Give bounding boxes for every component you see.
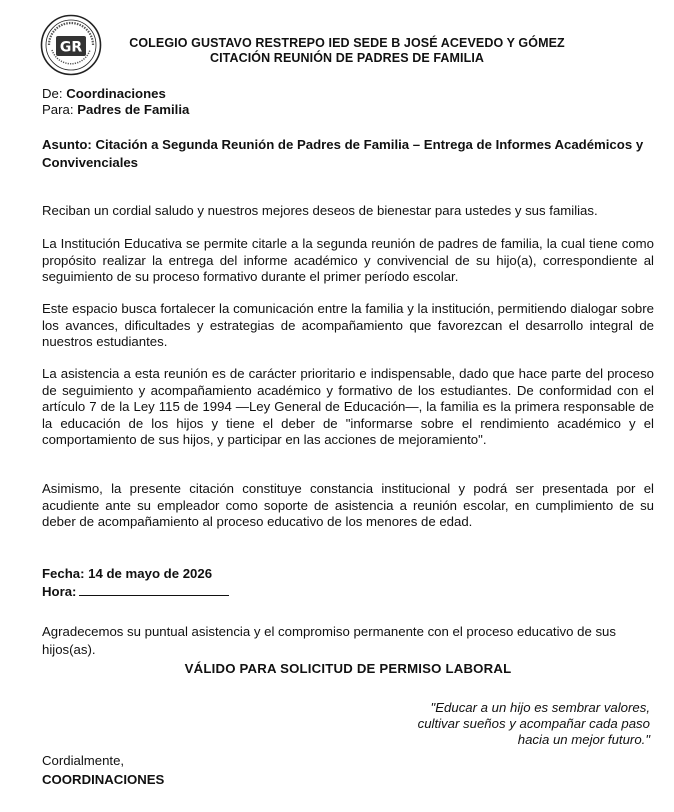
- meeting-date: Fecha: 14 de mayo de 2026: [42, 566, 213, 581]
- meeting-time-line: [42, 584, 229, 600]
- from-label: De:: [42, 86, 67, 101]
- meeting-time-label: Hora:: [42, 584, 77, 599]
- closing-block: [42, 751, 164, 789]
- school-logo: [40, 14, 102, 76]
- logo-monogram: GR: [59, 39, 83, 56]
- to-line: [42, 102, 189, 118]
- closing-quote: [330, 700, 650, 748]
- document-title: CITACIÓN REUNIÓN DE PADRES DE FAMILIA: [209, 51, 485, 65]
- from-value: Coordinaciones: [66, 86, 166, 101]
- to-value: Padres de Familia: [77, 102, 190, 117]
- signature: COORDINACIONES: [42, 772, 165, 787]
- time-blank-line: [79, 584, 229, 596]
- paragraph-communication: Este espacio busca fortalecer la comunicación entre la familia y la institución, permitiendo dialogar sobre los avances, dificultades y estrategias de acompañamiento que favorezcan el desarrollo integral de nuestros estudiantes.: [42, 301, 654, 349]
- paragraph-purpose: La Institución Educativa se permite citarle a la segunda reunión de padres de familia, la cual tiene como propósito realizar la entrega del informe académico y convivencial de su hijo(a), correspondiente al seguimiento de su proceso formativo durante el primer período escolar.: [42, 236, 654, 284]
- valid-notice: VÁLIDO PARA SOLICITUD DE PERMISO LABORAL: [184, 661, 512, 676]
- from-line: [42, 86, 166, 102]
- to-label: Para:: [42, 102, 78, 117]
- paragraph-attendance: La asistencia a esta reunión es de carácter prioritario e indispensable, dado que hace parte del proceso de seguimiento y acompañamiento académico y formativo de los estudiantes. De conformidad con el artículo 7 de la Ley 115 de 1994 —Ley General de Educación—, la familia es la primera responsable de la educación de los hijos y tiene el deber de "informarse sobre el rendimiento académico y el comportamiento de sus hijos, y participar en las acciones de mejoramiento".: [42, 366, 654, 447]
- paragraph-certificate: Asimismo, la presente citación constituye constancia institucional y podrá ser presentada por el acudiente ante su empleador como soporte de asistencia a reunión escolar, en cumplimiento de su deber de acompañamiento al proceso educativo de los menores de edad.: [42, 481, 654, 529]
- quote-line-2: cultivar sueños y acompañar cada paso: [417, 716, 650, 731]
- subject-line: Asunto: Citación a Segunda Reunión de Padres de Familia – Entrega de Informes Académicos y Convivenciales: [42, 137, 644, 170]
- letter-header: [110, 36, 584, 66]
- quote-line-1: "Educar a un hijo es sembrar valores,: [430, 700, 650, 715]
- quote-line-3: hacia un mejor futuro.": [517, 732, 650, 747]
- salutation: Cordialmente,: [42, 753, 125, 768]
- school-name: COLEGIO GUSTAVO RESTREPO IED SEDE B JOSÉ ACEVEDO Y GÓMEZ: [129, 36, 565, 50]
- paragraph-greeting: Reciban un cordial saludo y nuestros mejores deseos de bienestar para ustedes y sus familias.: [42, 203, 598, 218]
- paragraph-thanks: Agradecemos su puntual asistencia y el compromiso permanente con el proceso educativo de sus hijos(as).: [42, 624, 616, 657]
